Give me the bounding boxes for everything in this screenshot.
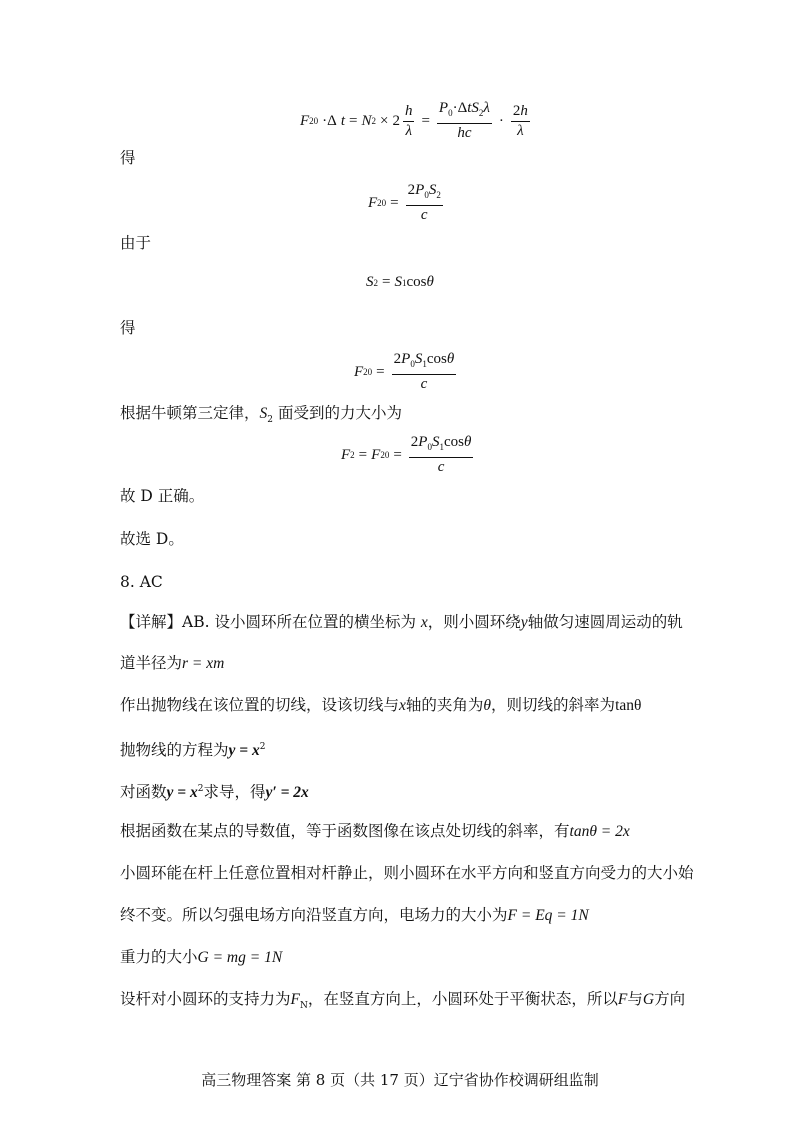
text-newton	[120, 403, 402, 430]
support-text-b: ，在竖直方向上，小圆环处于平衡状态，所以	[307, 990, 618, 1008]
support-text-c: 与	[627, 990, 643, 1008]
detail-text-a: 【详解】AB. 设小圆环所在位置的横坐标为	[120, 613, 416, 631]
text-de-1: 得	[120, 149, 136, 167]
question-number: 8. AC	[120, 573, 163, 591]
symbol-fn: F	[290, 991, 300, 1008]
symbol-x-2: x	[399, 697, 406, 714]
equation-f20: F 20 = $\frac{2P_0S_2}{c}$	[368, 182, 441, 223]
yprime-eq: y′ = 2x	[265, 784, 309, 802]
text-de-2: 得	[120, 319, 136, 337]
support-line	[120, 989, 685, 1016]
derivative-line	[120, 779, 309, 803]
symbol-theta: θ	[483, 697, 492, 714]
symbol-s-sub: 2	[267, 415, 273, 426]
detail-line-1	[120, 612, 683, 633]
symbol-g: G	[642, 991, 655, 1008]
gravity-text: 重力的大小	[120, 948, 198, 966]
symbol-s: S	[259, 405, 268, 422]
radius-text: 道半径为	[120, 654, 183, 672]
slope-text: 根据函数在某点的导数值，等于函数图像在该点处切线的斜率，有	[120, 822, 570, 840]
equation-s2: S 2 = S 1 cos θ	[366, 274, 434, 290]
page-footer: 高三物理答案 第 8 页（共 17 页）辽宁省协作校调研组监制	[201, 1071, 599, 1089]
symbol-x: x	[420, 614, 428, 631]
text-d-correct: 故 D 正确。	[120, 487, 205, 505]
parabola-text: 抛物线的方程为	[120, 741, 229, 760]
detail-text-b: ，则小圆环绕	[427, 613, 521, 631]
g-eq: G = mg = 1N	[197, 949, 283, 966]
support-text-a: 设杆对小圆环的支持力为	[120, 990, 291, 1008]
deriv-text-a: 对函数	[120, 783, 167, 802]
tangent-text-a: 作出抛物线在该位置的切线，设该切线与	[120, 696, 400, 714]
static-line-2	[120, 905, 589, 926]
parabola-exp: 2	[259, 742, 266, 752]
equation-momentum: F 20 ·Δ t = N 2 × 2 $\frac{h}{\lambda}$ = $\frac{P_0\cdot\Delta tS_2\lambda}{hc}$ · $\frac{2h}{\lambda}$	[300, 100, 528, 141]
radius-eq: r = xm	[182, 655, 225, 672]
gravity-line	[120, 947, 282, 968]
static-text-2a: 终不变。所以匀强电场方向沿竖直方向，电场力的大小为	[120, 906, 508, 924]
newton-text-b: 面受到的力大小为	[277, 404, 402, 422]
tangent-text-b: 轴的夹角为	[405, 696, 484, 714]
static-line-1: 小圆环能在杆上任意位置相对杆静止，则小圆环在水平方向和竖直方向受力的大小始	[120, 864, 694, 882]
text-choose-d: 故选 D。	[120, 530, 184, 548]
symbol-f: F	[617, 991, 628, 1008]
deriv-text-b: 求导，得	[203, 783, 266, 802]
parabola-eq: y = x	[228, 742, 260, 760]
slope-line	[120, 821, 630, 842]
symbol-fn-sub: N	[299, 1001, 308, 1012]
parabola-line	[120, 737, 265, 761]
detail-text-c: 轴做匀速圆周运动的轨	[527, 613, 683, 631]
support-text-d: 方向	[654, 990, 686, 1008]
equation-f20-cos: F 20 = $\frac{2P_0S_1\cos\theta}{c}$	[354, 351, 455, 392]
text-youyu: 由于	[120, 234, 152, 252]
tangent-line	[120, 695, 641, 716]
deriv-eq: y = x	[166, 784, 198, 802]
equation-f2: F 2 = F 20 = $\frac{2P_0S_1\cos\theta}{c}$	[341, 434, 472, 475]
radius-line	[120, 653, 224, 674]
tan-eq: tanθ = 2x	[569, 823, 630, 840]
tan-theta: tanθ	[615, 697, 642, 714]
deriv-exp: 2	[197, 784, 204, 794]
f-eq: F = Eq = 1N	[507, 907, 589, 924]
newton-text-a: 根据牛顿第三定律，	[120, 404, 260, 422]
symbol-y: y	[520, 614, 528, 631]
tangent-text-c: ，则切线的斜率为	[491, 696, 616, 714]
